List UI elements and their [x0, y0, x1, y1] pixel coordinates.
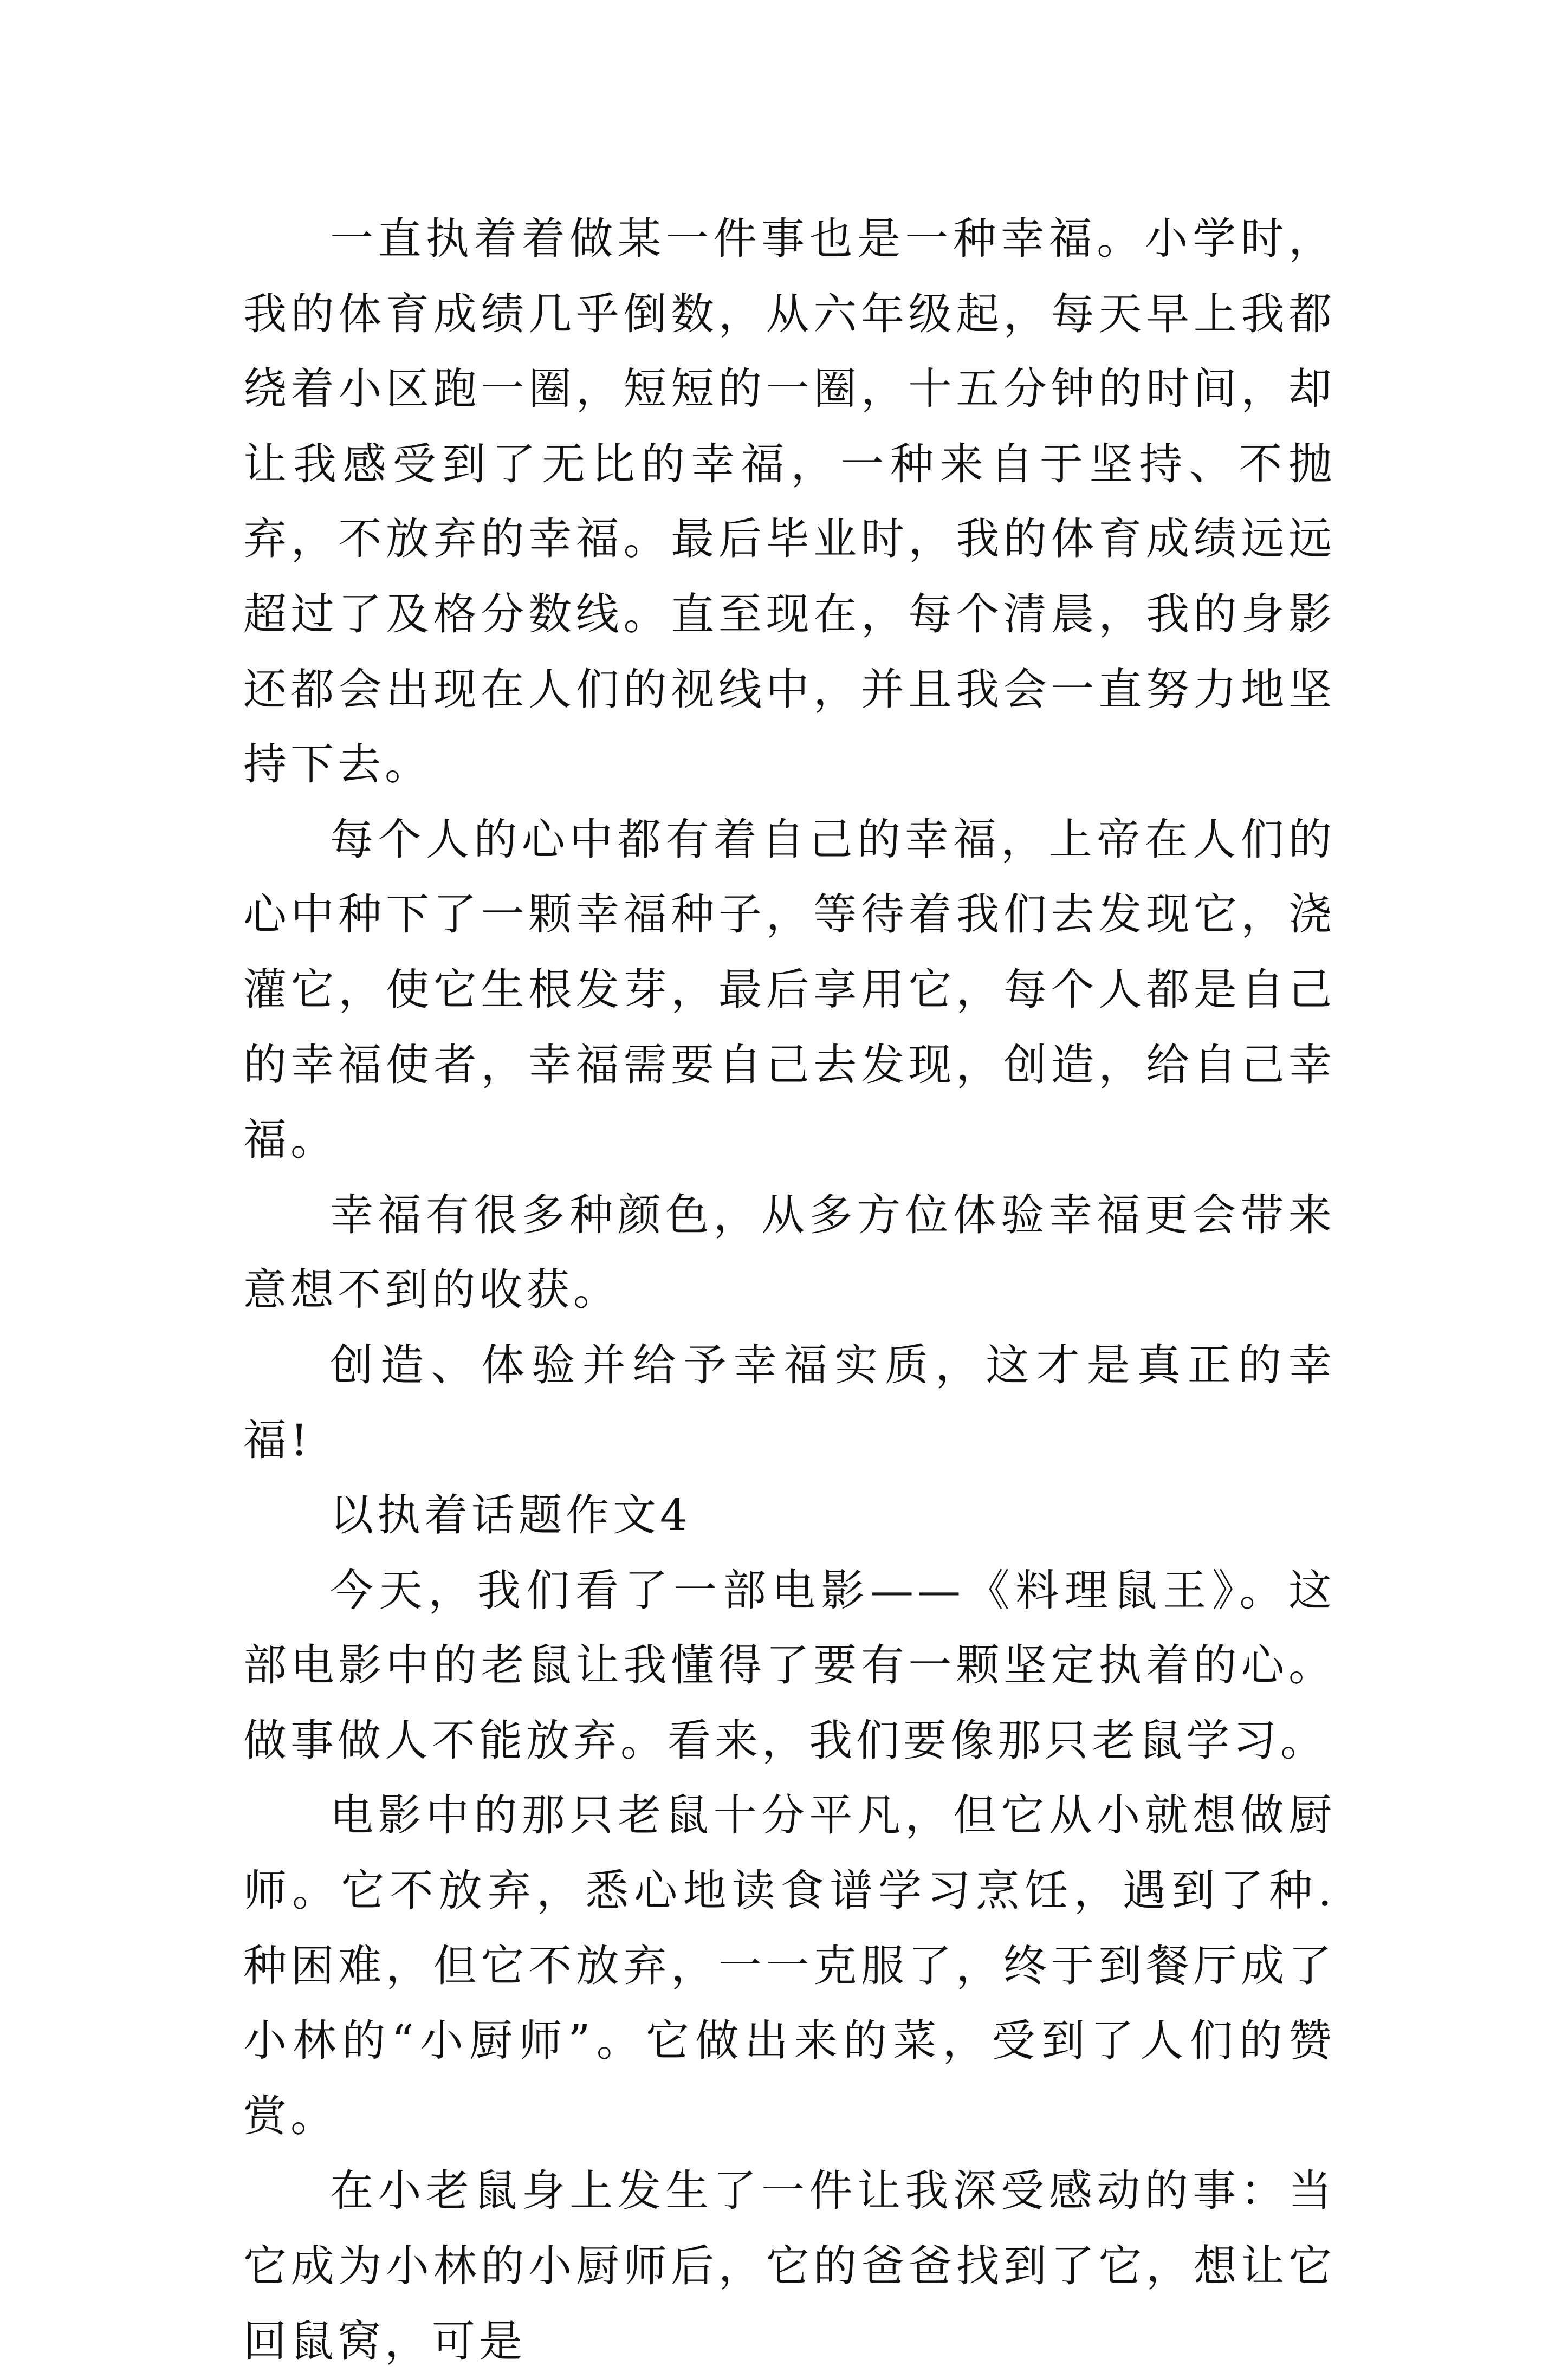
paragraph-persistence-running: 一直执着着做某一件事也是一种幸福。小学时，我的体育成绩几乎倒数，从六年级起，每天早上我都绕着小区跑一圈，短短的一圈，十五分钟的时间，却让我感受到了无比的幸福，一种来自于坚持、不抛弃，不放弃的幸福。最后毕业时，我的体育成绩远远超过了及格分数线。直至现在，每个清晨，我的身影还都会出现在人们的视线中，并且我会一直努力地坚持下去。 [243, 213, 1336, 790]
paragraph-seed-of-happiness: 每个人的心中都有着自己的幸福，上帝在人们的心中种下了一颗幸福种子，等待着我们去发现它，浇灌它，使它生根发芽，最后享用它，每个人都是自己的幸福使者，幸福需要自己去发现，创造，给自己幸福。 [243, 814, 1336, 1165]
paragraph-touching-event: 在小老鼠身上发生了一件让我深受感动的事：当它成为小林的小厨师后，它的爸爸找到了它，想让它回鼠窝，可是 [243, 2166, 1336, 2367]
paragraph-movie-intro: 今天，我们看了一部电影——《料理鼠王》。这部电影中的老鼠让我懂得了要有一颗坚定执着的心。做事做人不能放弃。看来，我们要像那只老鼠学习。 [243, 1565, 1336, 1766]
document-body [243, 202, 1336, 2379]
essay-title-4: 以执着话题作文4 [330, 1490, 691, 1541]
paragraph-colors-of-happiness: 幸福有很多种颜色，从多方位体验幸福更会带来意想不到的收获。 [243, 1189, 1336, 1315]
paragraph-mouse-chef: 电影中的那只老鼠十分平凡，但它从小就想做厨师。它不放弃，悉心地读食谱学习烹饪，遇到了种.种困难，但它不放弃，一一克服了，终于到餐厅成了小林的“小厨师”。它做出来的菜，受到了人们的赞赏。 [243, 1790, 1336, 2141]
paragraph-true-happiness: 创造、体验并给予幸福实质，这才是真正的幸福! [243, 1339, 1336, 1466]
